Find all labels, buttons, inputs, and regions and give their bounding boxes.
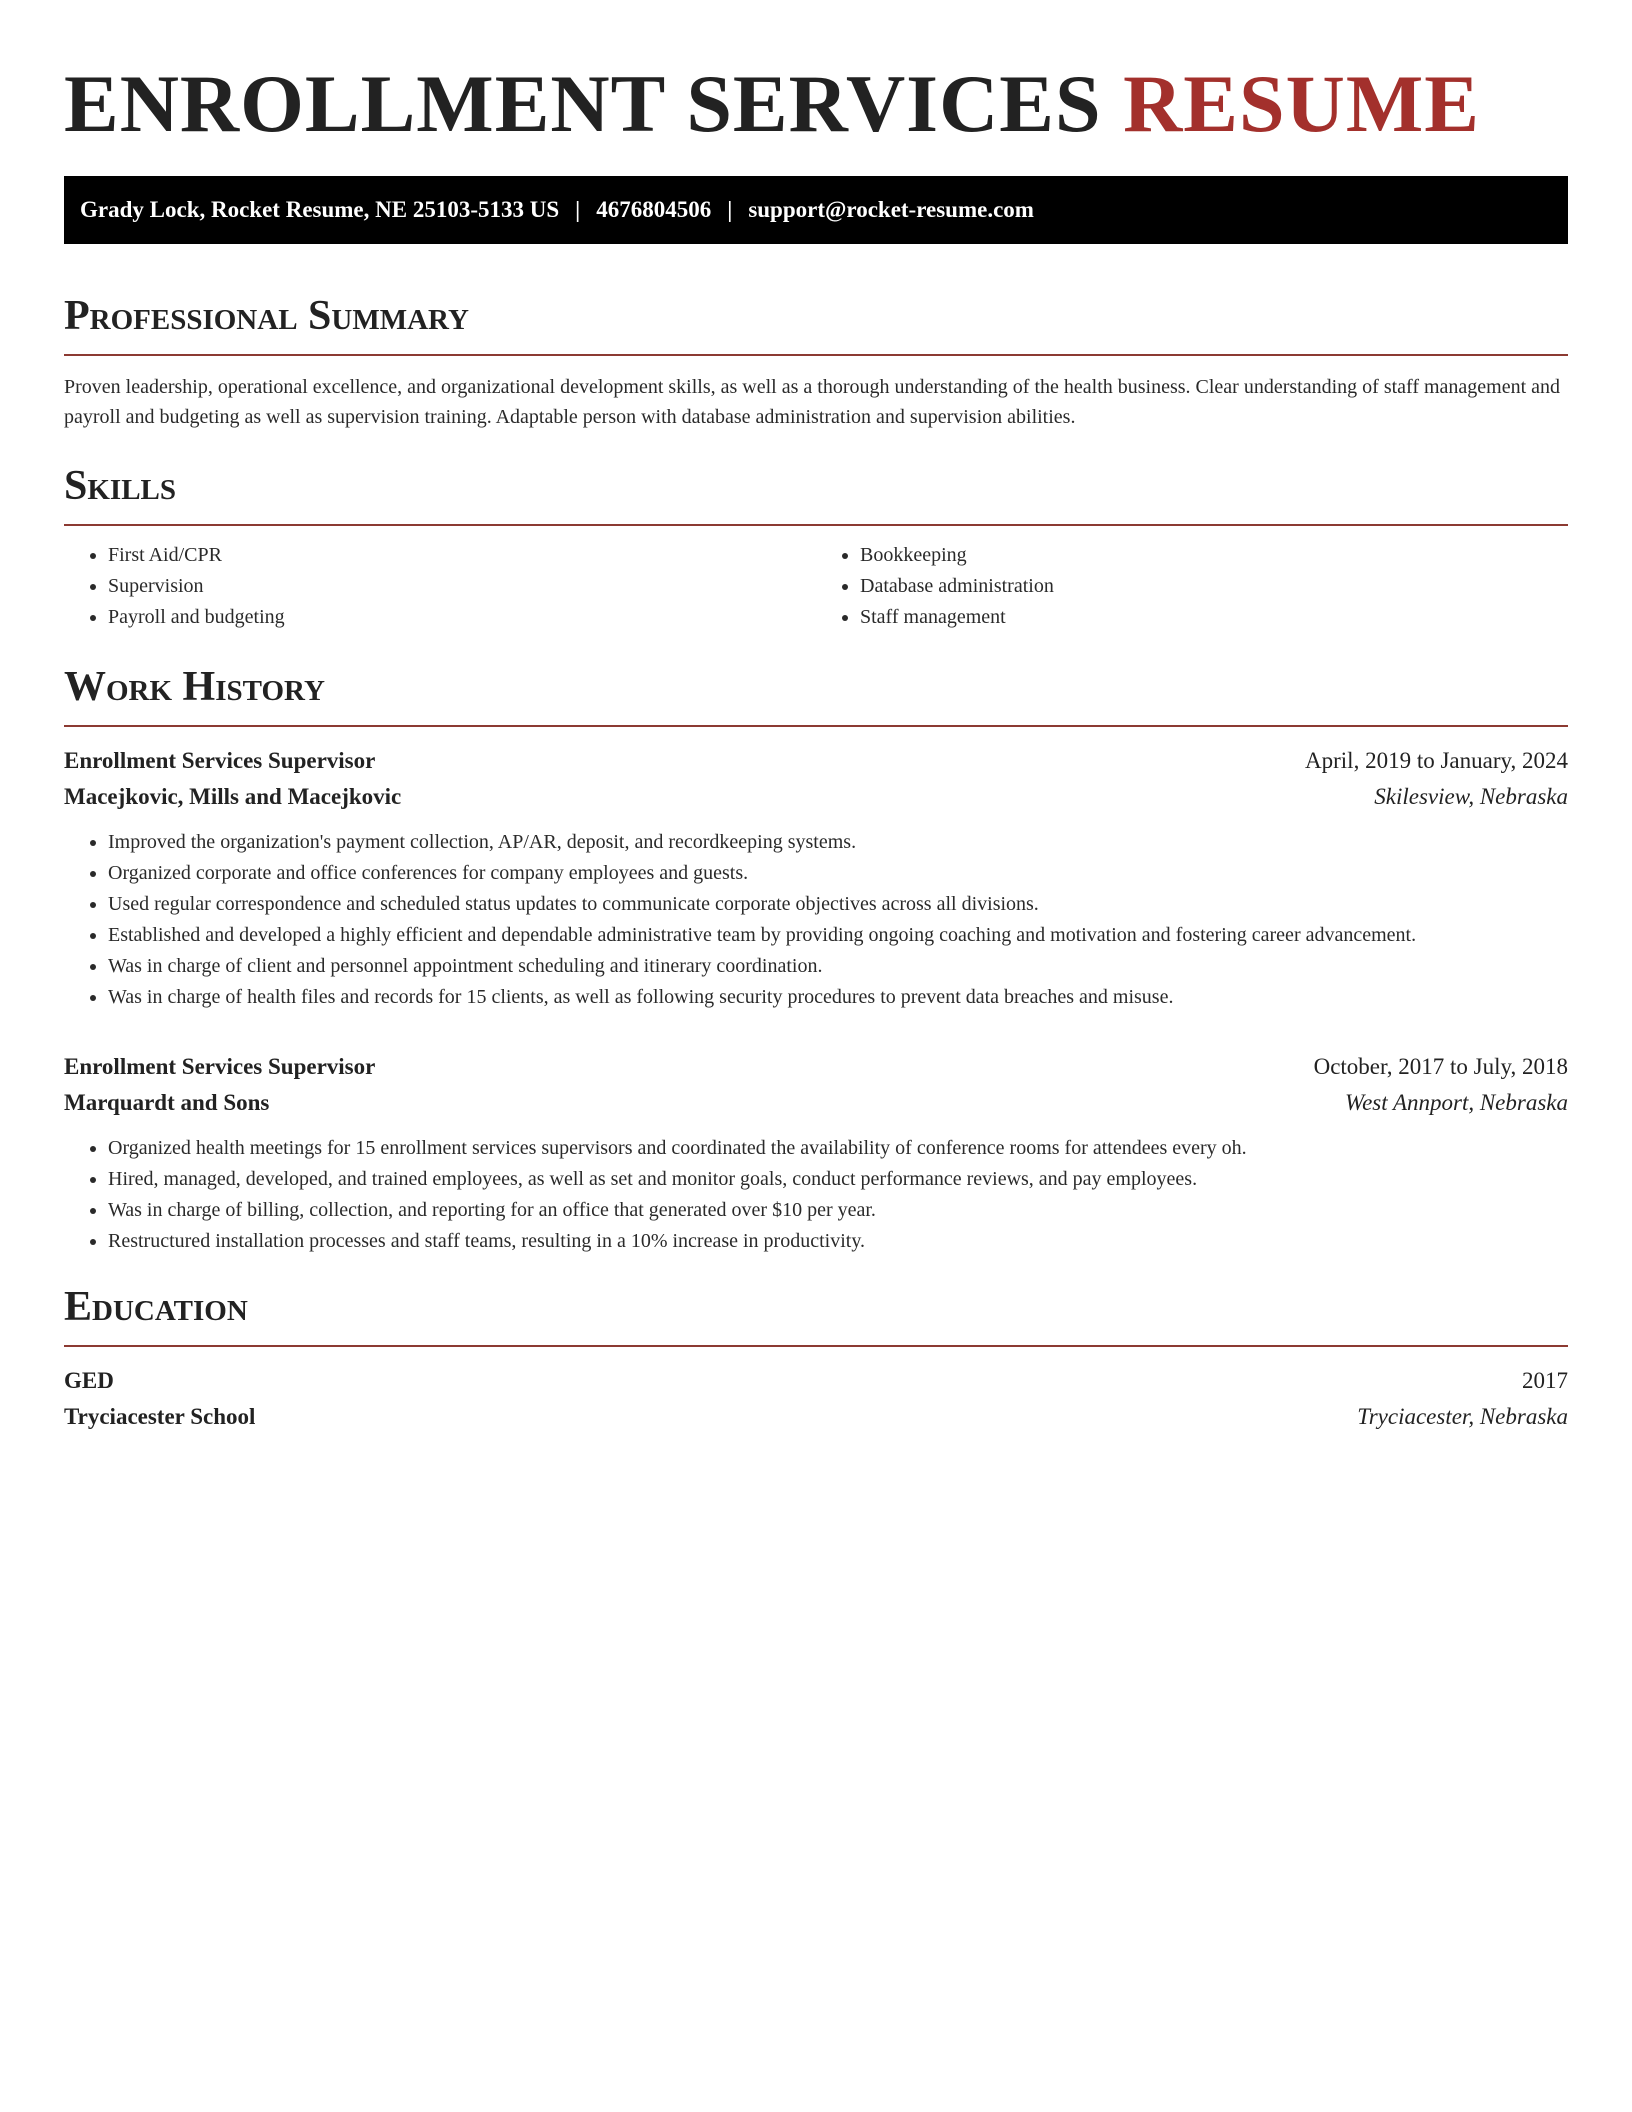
job-company-row xyxy=(64,1085,1568,1121)
skills-section xyxy=(64,460,1568,633)
title-accent: RESUME xyxy=(1123,58,1480,149)
summary-text: Proven leadership, operational excellence, and organizational development skills, as well as a thorough understanding of the health business. Clear understanding of staff management and payroll and budgeting as well as supervision training. Adaptable person with database administration and supervision abilities. xyxy=(64,376,1561,428)
job-dates: October, 2017 to July, 2018 xyxy=(1313,1054,1568,1079)
job-duty: • Used regular correspondence and scheduled status updates to communicate corporate objectives across all divisions. xyxy=(108,889,1568,920)
job-company: Macejkovic, Mills and Macejkovic xyxy=(64,784,402,809)
contact-bar xyxy=(64,176,1568,244)
job-entry xyxy=(64,1049,1568,1257)
education-section xyxy=(64,1281,1568,1435)
work-history-section xyxy=(64,661,1568,1257)
section-divider xyxy=(64,524,1568,526)
education-location: Tryciacester, Nebraska xyxy=(1357,1404,1568,1429)
job-location: West Annport, Nebraska xyxy=(1345,1090,1568,1115)
work-history-heading: Work History xyxy=(64,664,325,710)
job-company-row xyxy=(64,779,1568,815)
section-divider xyxy=(64,1345,1568,1347)
job-duties xyxy=(64,827,1568,1013)
education-heading: Education xyxy=(64,1284,248,1330)
education-degree-row xyxy=(64,1363,1568,1399)
education-entry xyxy=(64,1363,1568,1435)
summary-section xyxy=(64,290,1568,432)
education-year: 2017 xyxy=(1522,1368,1568,1393)
skill-item: • First Aid/CPR xyxy=(108,540,816,571)
job-duty: • Was in charge of client and personnel appointment scheduling and itinerary coordination. xyxy=(108,951,1568,982)
resume-title xyxy=(64,56,1568,152)
skill-item: • Staff management xyxy=(860,602,1568,633)
job-title: Enrollment Services Supervisor xyxy=(64,748,376,773)
education-school: Tryciacester School xyxy=(64,1404,256,1429)
contact-address: Grady Lock, Rocket Resume, NE 25103-5133 US xyxy=(80,197,560,222)
job-title: Enrollment Services Supervisor xyxy=(64,1054,376,1079)
job-duty: • Was in charge of health files and records for 15 clients, as well as following security procedures to prevent data breaches and misuse. xyxy=(108,982,1568,1013)
job-duty: • Restructured installation processes and staff teams, resulting in a 10% increase in productivity. xyxy=(108,1226,1568,1257)
job-duty: • Organized corporate and office conferences for company employees and guests. xyxy=(108,858,1568,889)
job-location: Skilesview, Nebraska xyxy=(1374,784,1568,809)
contact-phone: 4676804506 xyxy=(596,197,712,222)
section-divider xyxy=(64,725,1568,727)
job-duty: • Was in charge of billing, collection, and reporting for an office that generated over $10 per year. xyxy=(108,1195,1568,1226)
job-company: Marquardt and Sons xyxy=(64,1090,270,1115)
job-duty: • Improved the organization's payment collection, AP/AR, deposit, and recordkeeping systems. xyxy=(108,827,1568,858)
skill-item: • Bookkeeping xyxy=(860,540,1568,571)
job-duty: • Organized health meetings for 15 enrollment services supervisors and coordinated the availability of conference rooms for attendees every oh. xyxy=(108,1133,1568,1164)
skill-item: • Database administration xyxy=(860,571,1568,602)
skills-list-right xyxy=(816,540,1568,633)
job-duty: • Established and developed a highly efficient and dependable administrative team by providing ongoing coaching and motivation and fostering career advancement. xyxy=(108,920,1568,951)
skills-heading: Skills xyxy=(64,463,177,509)
contact-email: support@rocket-resume.com xyxy=(748,197,1034,222)
education-degree: GED xyxy=(64,1368,114,1393)
job-dates: April, 2019 to January, 2024 xyxy=(1305,748,1568,773)
contact-separator: | xyxy=(575,197,581,222)
job-duty: • Hired, managed, developed, and trained employees, as well as set and monitor goals, conduct performance reviews, and pay employees. xyxy=(108,1164,1568,1195)
job-header-row xyxy=(64,1049,1568,1085)
skills-list-left xyxy=(64,540,816,633)
job-header-row xyxy=(64,743,1568,779)
job-duties xyxy=(64,1133,1568,1257)
contact-separator: | xyxy=(727,197,733,222)
skills-grid xyxy=(64,540,1568,633)
job-entry xyxy=(64,743,1568,1013)
summary-heading: Professional Summary xyxy=(64,293,469,339)
skill-item: • Payroll and budgeting xyxy=(108,602,816,633)
section-divider xyxy=(64,354,1568,356)
title-main: ENROLLMENT SERVICES xyxy=(64,58,1102,149)
education-school-row xyxy=(64,1399,1568,1435)
skill-item: • Supervision xyxy=(108,571,816,602)
